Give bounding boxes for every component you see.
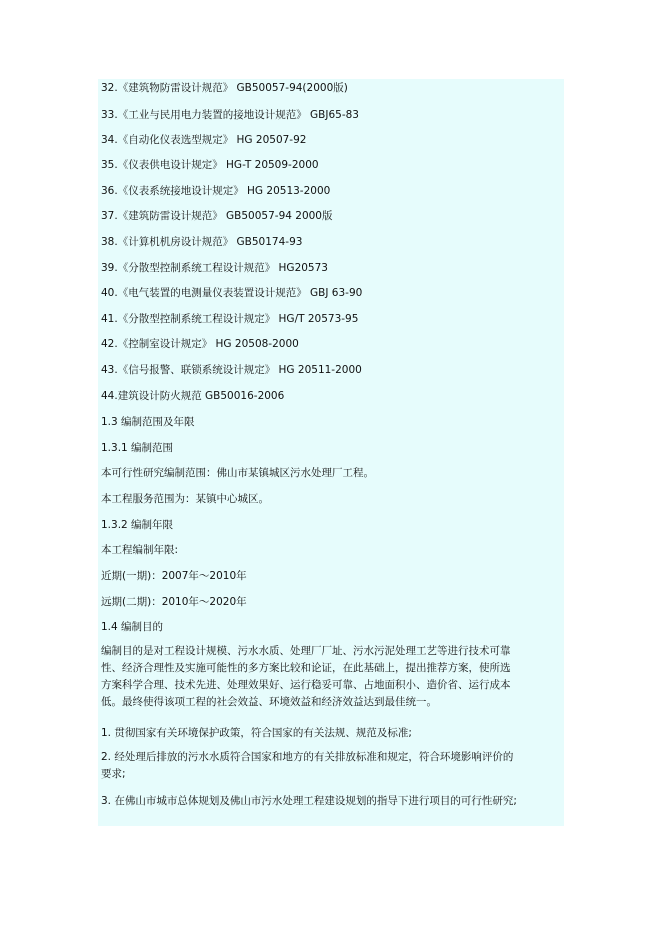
section-heading-1-3: 1.3 编制范围及年限: [101, 416, 195, 428]
section-heading-1-4: 1.4 编制目的: [101, 621, 164, 633]
scope-paragraph: 本可行性研究编制范围：佛山市某镇城区污水处理厂工程。: [101, 467, 374, 479]
reference-item: 34.《自动化仪表选型规定》 HG 20507-92: [101, 134, 307, 146]
reference-item: 40.《电气装置的电测量仪表装置设计规范》 GBJ 63-90: [101, 287, 363, 299]
reference-item: 43.《信号报警、联锁系统设计规定》 HG 20511-2000: [101, 364, 362, 376]
reference-item: 36.《仪表系统接地设计规定》 HG 20513-2000: [101, 185, 331, 197]
paragraph-line: 要求;: [101, 768, 126, 780]
near-term-period: 近期(一期)：2007年～2010年: [101, 570, 247, 582]
paragraph-line: 性、经济合理性及实施可能性的多方案比较和论证，在此基础上，提出推荐方案，使所选: [101, 662, 511, 674]
document-body: [98, 79, 564, 826]
paragraph-line: 低。最终使得该项工程的社会效益、环境效益和经济效益达到最佳统一。: [101, 696, 437, 708]
subsection-heading-1-3-1: 1.3.1 编制范围: [101, 442, 174, 454]
purpose-paragraph: [101, 643, 563, 711]
long-term-period: 远期(二期)：2010年～2020年: [101, 596, 247, 608]
purpose-item-3: 3. 在佛山市城市总体规划及佛山市污水处理工程建设规划的指导下进行项目的可行性研究;: [101, 795, 517, 807]
subsection-heading-1-3-2: 1.3.2 编制年限: [101, 519, 174, 531]
service-area-paragraph: 本工程服务范围为：某镇中心城区。: [101, 493, 269, 505]
reference-item: 38.《计算机机房设计规范》 GB50174-93: [101, 236, 303, 248]
reference-item: 44.建筑设计防火规范 GB50016-2006: [101, 390, 285, 402]
purpose-item-2: [101, 749, 563, 783]
paragraph-line: 编制目的是对工程设计规模、污水水质、处理厂厂址、污水污泥处理工艺等进行技术可靠: [101, 645, 511, 657]
reference-item: 39.《分散型控制系统工程设计规范》 HG20573: [101, 262, 328, 274]
reference-item: 41.《分散型控制系统工程设计规定》 HG/T 20573-95: [101, 313, 359, 325]
reference-item: 37.《建筑防雷设计规范》 GB50057-94 2000版: [101, 210, 333, 222]
purpose-item-1: 1. 贯彻国家有关环境保护政策，符合国家的有关法规、规范及标准;: [101, 727, 412, 739]
reference-item: 35.《仪表供电设计规定》 HG-T 20509-2000: [101, 159, 319, 171]
period-intro: 本工程编制年限:: [101, 544, 179, 556]
reference-item: 42.《控制室设计规定》 HG 20508-2000: [101, 338, 299, 350]
reference-item: 33.《工业与民用电力装置的接地设计规范》 GBJ65-83: [101, 109, 359, 121]
paragraph-line: 方案科学合理、技术先进、处理效果好、运行稳妥可靠、占地面积小、造价省、运行成本: [101, 679, 511, 691]
paragraph-line: 2. 经处理后排放的污水水质符合国家和地方的有关排放标准和规定，符合环境影响评价的: [101, 751, 514, 763]
reference-item: 32.《建筑物防雷设计规范》 GB50057-94(2000版): [101, 82, 348, 94]
